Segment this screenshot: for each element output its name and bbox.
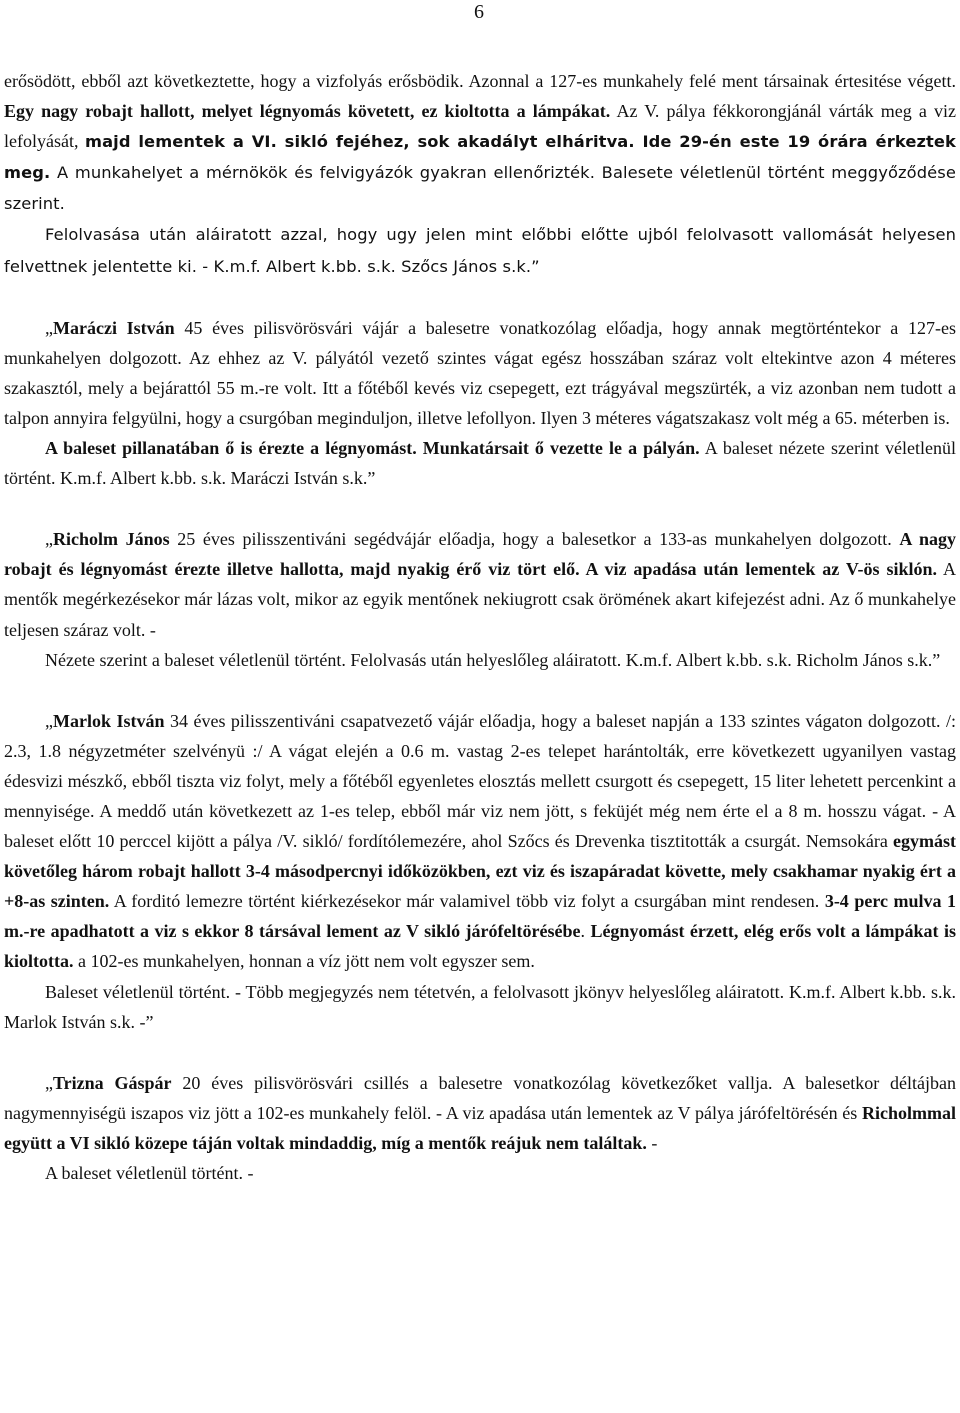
bold-text: egymást követőleg három robajt hallott 3-4 másodpercnyi időközökben, ezt viz és iszapáradat követte, mely csakhamar nyakig ért a +8-as szinten. xyxy=(4,831,956,912)
paragraph-b8 xyxy=(4,977,956,1037)
text-run: 25 éves pilisszentiváni segédvájár előadja, hogy a balesetkor a 133-as munkahelyen dolgozott. xyxy=(169,529,900,550)
text-run: 45 éves pilisvörösvári vájár a balesetre vonatkozólag előadja, hogy annak megtörténtekor a 127-es munkahelyen dolgozott. Az ehhez az V. pályától vezető szintes vágat egész hosszában száraz volt eltekintve azon 4 méteres szakasztól, mely a bejárattól 55 m.-re volt. Itt a főtéből kevés viz csepegett, ezt trágyával megszürték, a viz azonban nem tudott a talpon annyira felgyülni, hogy a csurgóban meginduljon, illetve lefollyon. Ilyen 3 méteres vágatszakasz volt még a 65. méterben is. xyxy=(4,317,956,428)
text-run: erősödött, ebből azt következtette, hogy a vizfolyás erősbödik. Azonnal a 127-es munkahely felé ment társainak értesitése végett. xyxy=(4,71,956,91)
paragraph-b3 xyxy=(4,313,956,433)
bold-text: Marlok István xyxy=(53,710,165,731)
text-run: A baleset véletlenül történt. - xyxy=(45,1163,254,1183)
text-run: Nézete szerint a baleset véletlenül történt. Felolvasás után helyeslőleg aláiratott. K.m.f. Albert k.bb. s.k. Richolm János s.k.” xyxy=(45,649,941,670)
text-run: 34 éves pilisszentiváni csapatvezető vájár előadja, hogy a baleset napján a 133 szintes vágaton dolgozott. /: 2.3, 1.8 négyzetméter szelvényü :/ A vágat elején a 0.6 m. vastag 2-es telepet harántolták, erre következett ugyanilyen vastag édesvizi mészkő, ebből tiszta viz folyt, mely a főtéből egyenletes elosztás mellett csurgott és csepegett, 15 liter lehetett percenkint a mennyisége. A meddő után következett az 1-es telep, ebből már viz nem jött, s feküjét még nem érte el a 8 m. hosszu vágat. - A baleset előtt 10 perccel kijött a pálya /V. sikló/ fordítólemezére, ahol Szőcs és Drevenka tisztitották a csurgát. Nemsokára xyxy=(4,710,956,852)
paragraph-spacer xyxy=(4,493,956,524)
bold-text: A nagy robajt és légnyomást érezte illetve hallotta, majd nyakig érő viz tört elő. A viz apadása után lementek az V-ös siklón. xyxy=(4,529,956,580)
text-run: A munkahelyet a mérnökök és felvigyázók gyakran ellenőrizték. Balesete véletlenül történt meggyőződése szerint. xyxy=(4,163,956,214)
text-run: „ xyxy=(45,529,53,550)
text-run: Baleset véletlenül történt. - Több megjegyzés nem tétetvén, a felolvasott jkönyv helyeslőleg aláiratott. K.m.f. Albert k.bb. s.k. Marlok István s.k. -” xyxy=(4,981,956,1032)
text-run: a 102-es munkahelyen, honnan a víz jött nem volt egyszer sem. xyxy=(73,951,535,972)
bold-text: A baleset pillanatában ő is érezte a légnyomást. Munkatársait ő vezette le a pályán. xyxy=(45,438,700,459)
paragraph-b1 xyxy=(4,66,956,219)
bold-text: Trizna Gáspár xyxy=(53,1072,172,1093)
bold-text: Maráczi István xyxy=(53,317,175,338)
text-run: Felolvasása után aláiratott azzal, hogy ugy jelen mint előbbi előtte ujból felolvasott vallomását helyesen felvettnek jelentette ki. - K.m.f. Albert k.bb. s.k. Szőcs János s.k.” xyxy=(4,225,956,276)
paragraph-b7 xyxy=(4,706,956,977)
text-run: . xyxy=(580,921,591,942)
paragraph-b6 xyxy=(4,645,956,675)
bold-text: Légnyomást érzett, elég erős volt a lámpákat is kioltotta. xyxy=(4,921,957,972)
paragraph-spacer xyxy=(4,675,956,706)
bold-text: Richolmmal együtt a VI sikló közepe táján voltak mindaddig, míg a mentők reájuk nem találtak. xyxy=(4,1102,956,1153)
text-run: - xyxy=(646,1132,658,1153)
bold-text: majd lementek a VI. sikló fejéhez, sok akadályt elháritva. Ide 29-én este 19 órára érkeztek meg. xyxy=(4,132,956,183)
page-number: 6 xyxy=(474,1,484,23)
bold-text: Egy nagy robajt hallott, melyet légnyomás követett, ez kioltotta a lámpákat. xyxy=(4,101,611,122)
document-body xyxy=(4,66,956,1188)
paragraph-b10 xyxy=(4,1158,956,1188)
paragraph-b2 xyxy=(4,219,956,281)
paragraph-spacer xyxy=(4,1037,956,1068)
paragraph-spacer xyxy=(4,282,956,313)
text-run: „ xyxy=(45,710,53,731)
bold-text: Richolm János xyxy=(53,529,170,550)
paragraph-b9 xyxy=(4,1068,956,1158)
text-run: A mentők megérkezésekor már lázas volt, mikor az egyik mentőnek nekiugrott csak örömének akart kifejezést adni. Az ő munkahelye teljesen száraz volt. - xyxy=(4,559,956,640)
text-run: 20 éves pilisvörösvári csillés a balesetre vonatkozólag következőket vallja. A balesetkor déltájban nagymennyiségü iszapos viz jött a 102-es munkahely felöl. - A viz apadása után lementek az V pálya járófeltörésén és xyxy=(4,1072,957,1123)
text-run: A baleset nézete szerint véletlenül történt. K.m.f. Albert k.bb. s.k. Maráczi István s.k.” xyxy=(4,438,956,489)
bold-text: 3-4 perc mulva 1 m.-re apadhatott a viz s ekkor 8 társával lement az V sikló járófeltörésébe xyxy=(4,891,956,942)
text-run: „ xyxy=(45,1072,53,1093)
paragraph-b4 xyxy=(4,433,956,493)
text-run: A forditó lemezre történt kiérkezésekor már valamivel több viz folyt a csurgában mint rendesen. xyxy=(109,891,825,912)
text-run: Az V. pálya fékkorongjánál várták meg a viz lefolyását, xyxy=(4,101,957,152)
text-run: „ xyxy=(45,317,53,338)
paragraph-b5 xyxy=(4,524,956,644)
